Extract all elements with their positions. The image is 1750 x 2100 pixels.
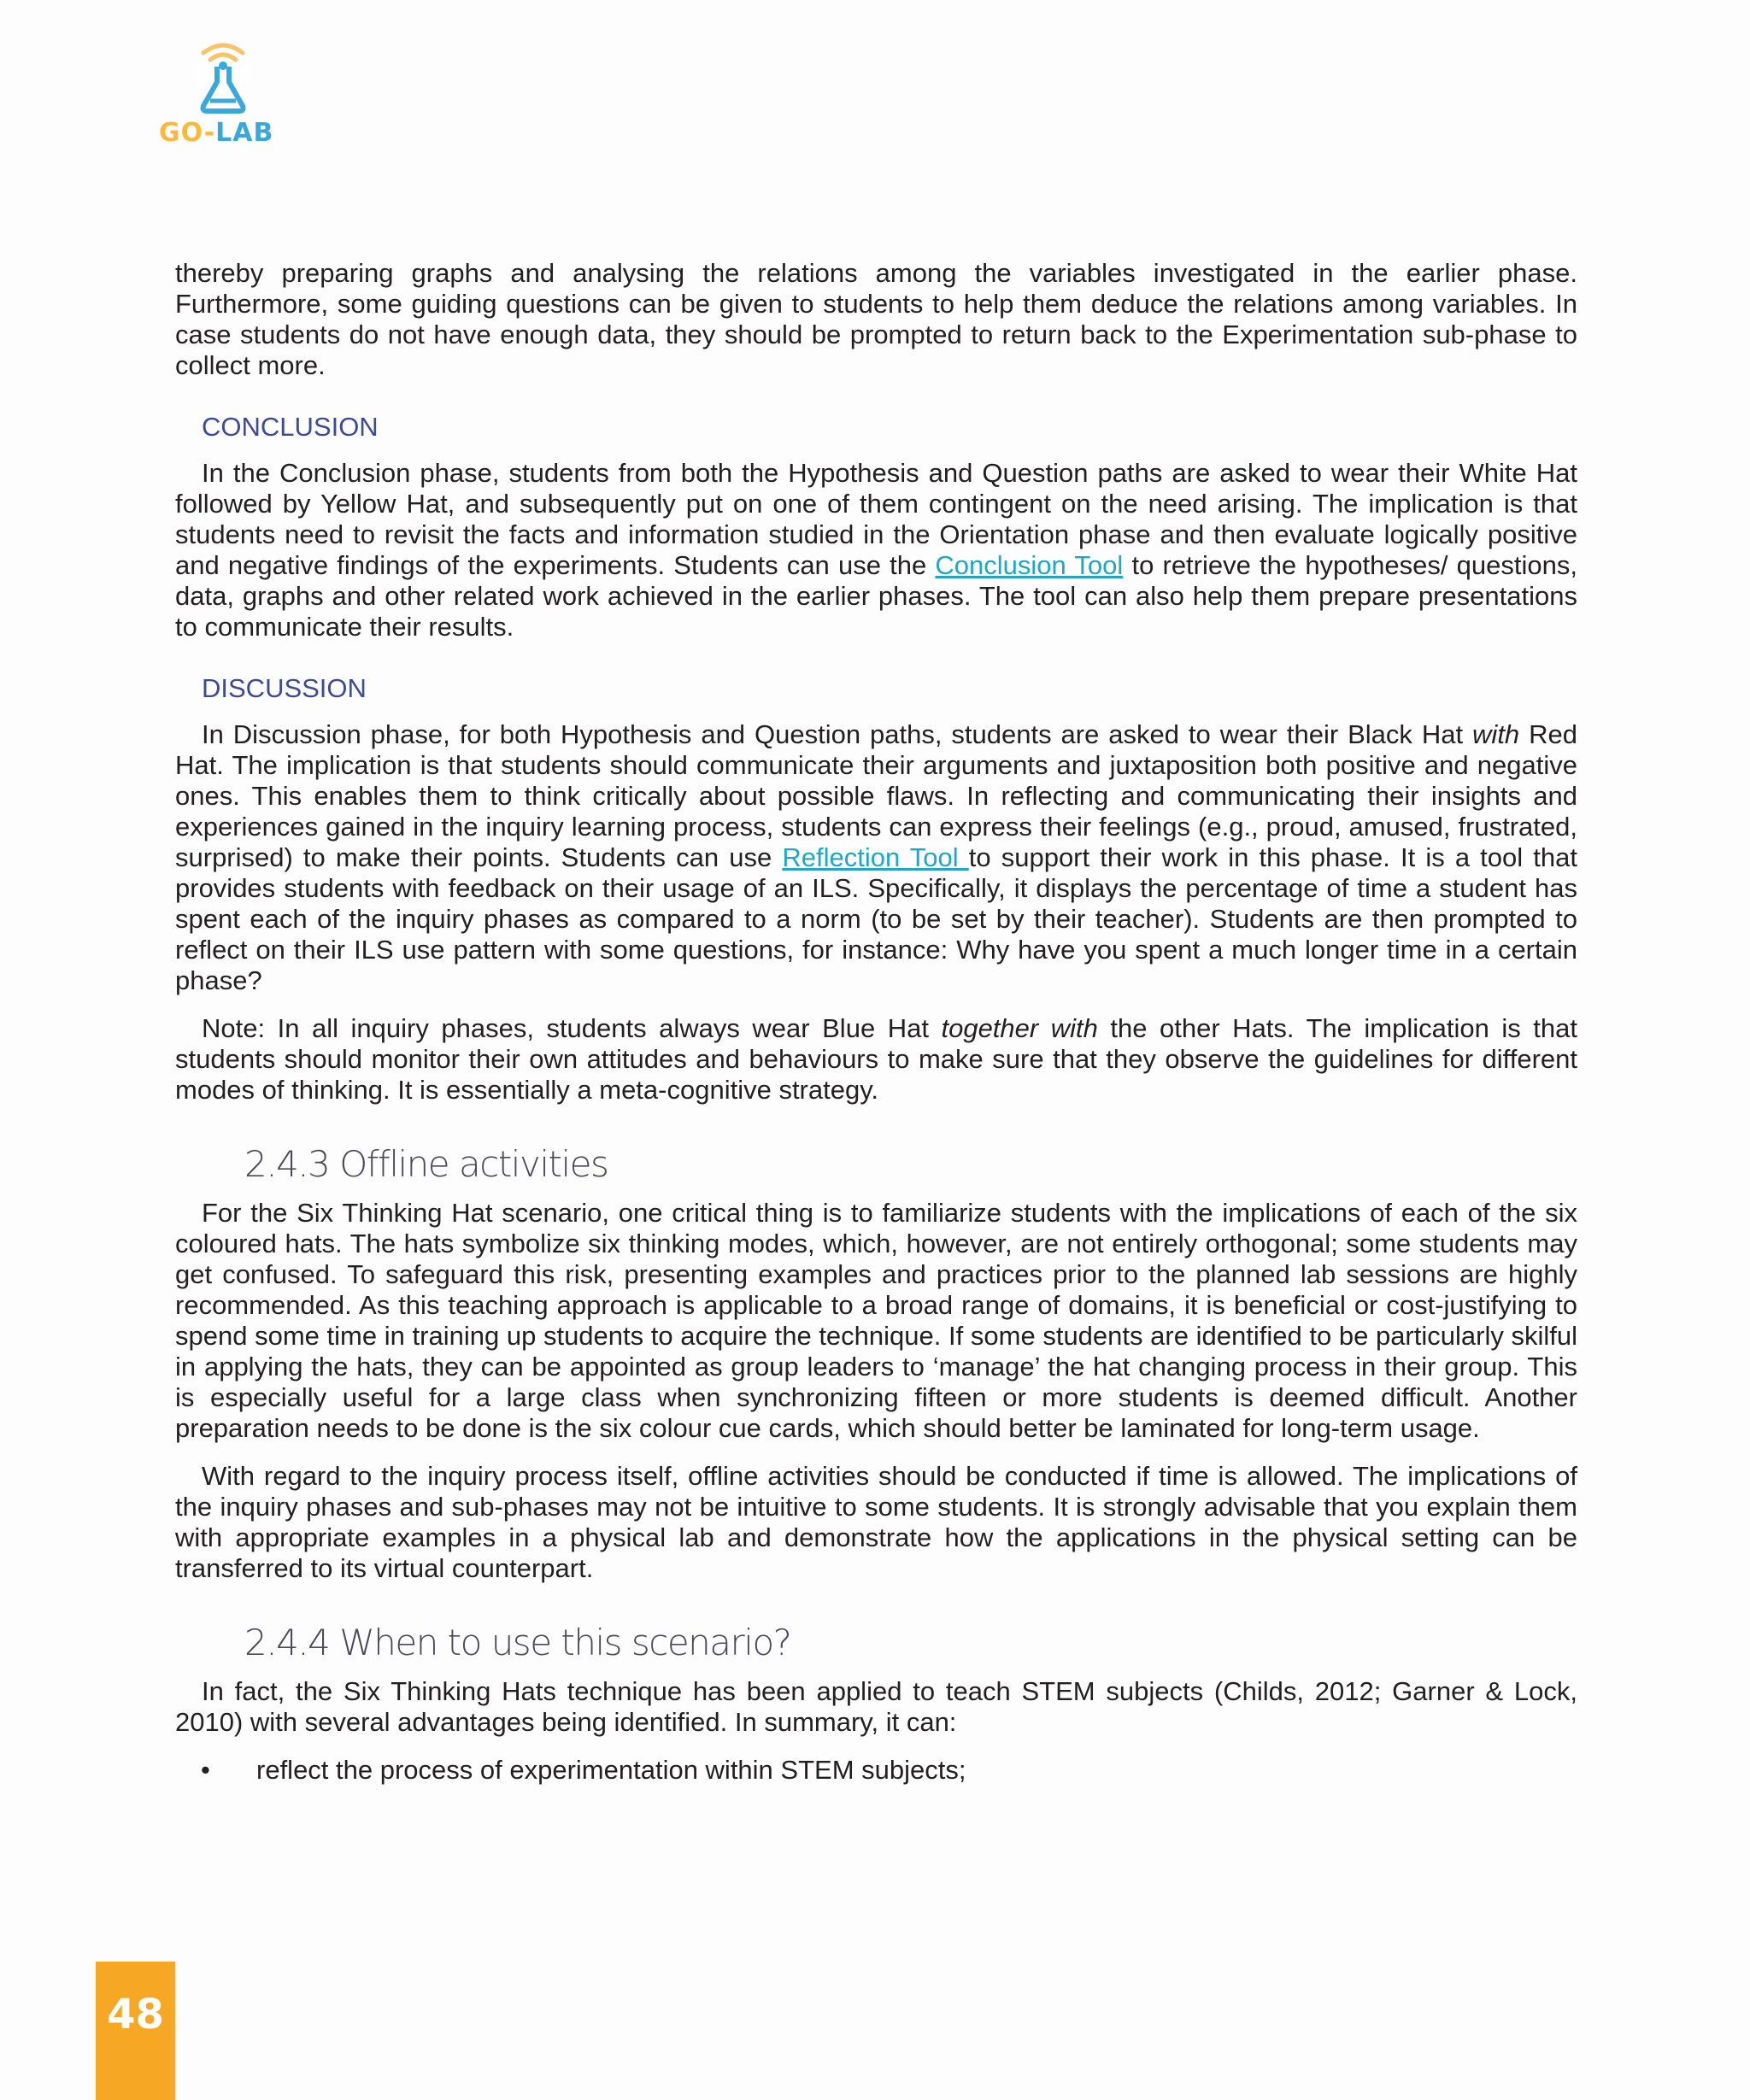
flask-signal-icon — [159, 34, 287, 120]
when-to-use-heading: 2.4.4 When to use this scenario? — [244, 1622, 791, 1663]
page-body — [175, 258, 1577, 1803]
conclusion-tool-link[interactable]: Conclusion Tool — [935, 550, 1124, 580]
list-item — [175, 1755, 1577, 1786]
page-number: 48 — [107, 1991, 164, 2038]
logo-go-text: GO — [159, 118, 204, 148]
conclusion-heading: CONCLUSION — [202, 412, 379, 442]
page-number-tab — [96, 1962, 175, 2100]
paragraph-note — [175, 1013, 1577, 1106]
logo-wordmark — [159, 118, 287, 148]
paragraph-when-to-use: In fact, the Six Thinking Hats technique has been applied to teach STEM subjects (Childs, 2012; Garner & Lock, 2010) with several advantages being identified. In summary, it can: — [175, 1676, 1577, 1737]
paragraph-offline-1: For the Six Thinking Hat scenario, one critical thing is to familiarize students with the implications of each of the six coloured hats. The hats symbolize six thinking modes, which, however, are not entirely orthogonal; some students may get confused. To safeguard this risk, presenting examples and practices prior to the planned lab sessions are highly recommended. As this teaching approach is applicable to a broad range of domains, it is beneficial or cost-justifying to spend some time in training up students to acquire the technique. If some students are identified to be particularly skilful in applying the hats, they can be appointed as group leaders to ‘manage’ the hat changing process in their group. This is especially useful for a large class when synchronizing fifteen or more students is deemed difficult. Another preparation needs to be done is the six colour cue cards, which should better be laminated for long-term usage. — [175, 1198, 1577, 1443]
reflection-tool-link[interactable]: Reflection Tool — [782, 842, 969, 872]
discussion-text-mid: Red Hat. The implication is that students should communicate their arguments and juxtaposition both positive and negative ones. This enables them to think critically about possible flaws. In reflecting and communicating their insights and experiences gained in the inquiry learning process, students can express their feelings (e.g., proud, amused, frustrated, surprised) to make their points. Students can use — [175, 719, 1577, 872]
conclusion-text-after: to retrieve the hypotheses/ questions, data, graphs and other related work achieved in the earlier phases. The tool can also help them prepare presentations to communicate their results. — [175, 550, 1577, 642]
discussion-text-after: to support their work in this phase. It is a tool that provides students with feedback on their usage of an ILS. Specifically, it displays the percentage of time a student has spent each of the inquiry phases as compared to a norm (to be set by their teacher). Students are then prompted to reflect on their ILS use pattern with some questions, for instance: Why have you spent a much longer time in a certain phase? — [175, 842, 1577, 995]
logo-lab-text: LAB — [215, 118, 274, 148]
offline-activities-heading: 2.4.3 Offline activities — [244, 1143, 608, 1185]
note-text-before: Note: In all inquiry phases, students always wear Blue Hat — [202, 1013, 942, 1043]
paragraph-intro: thereby preparing graphs and analysing the relations among the variables investigated in the earlier phase. Furthermore, some guiding questions can be given to students to help them deduce the relations among variables. In case students do not have enough data, they should be prompted to return back to the Experimentation sub-phase to collect more. — [175, 258, 1577, 380]
bullet-icon: • — [201, 1755, 210, 1785]
note-text-after: the other Hats. The implication is that students should monitor their own attitudes and behaviours to make sure that they observe the guidelines for different modes of thinking. It is essentially a meta-cognitive strategy. — [175, 1013, 1578, 1105]
paragraph-conclusion — [175, 458, 1577, 642]
logo-dash-text: - — [203, 118, 216, 148]
note-text-italic: together with — [941, 1013, 1098, 1043]
paragraph-offline-2: With regard to the inquiry process itself, offline activities should be conducted if time is allowed. The implications of the inquiry phases and sub-phases may not be intuitive to some students. It is strongly advisable that you explain them with appropriate examples in a physical lab and demonstrate how the applications in the physical setting can be transferred to its virtual counterpart. — [175, 1461, 1577, 1583]
list-item-text: reflect the process of experimentation within STEM subjects; — [256, 1755, 966, 1785]
conclusion-text-before: In the Conclusion phase, students from both the Hypothesis and Question paths are asked to wear their White Hat followed by Yellow Hat, and subsequently put on one of them contingent on the need arising. The implication is that students need to revisit the facts and information studied in the Orientation phase and then evaluate logically positive and negative findings of the experiments. Students can use the — [175, 458, 1577, 580]
discussion-text-italic: with — [1472, 719, 1520, 749]
go-lab-logo — [159, 34, 287, 154]
discussion-text-before: In Discussion phase, for both Hypothesis and Question paths, students are asked to wear their Black Hat — [202, 719, 1473, 749]
discussion-heading: DISCUSSION — [202, 673, 367, 703]
paragraph-discussion — [175, 719, 1577, 996]
